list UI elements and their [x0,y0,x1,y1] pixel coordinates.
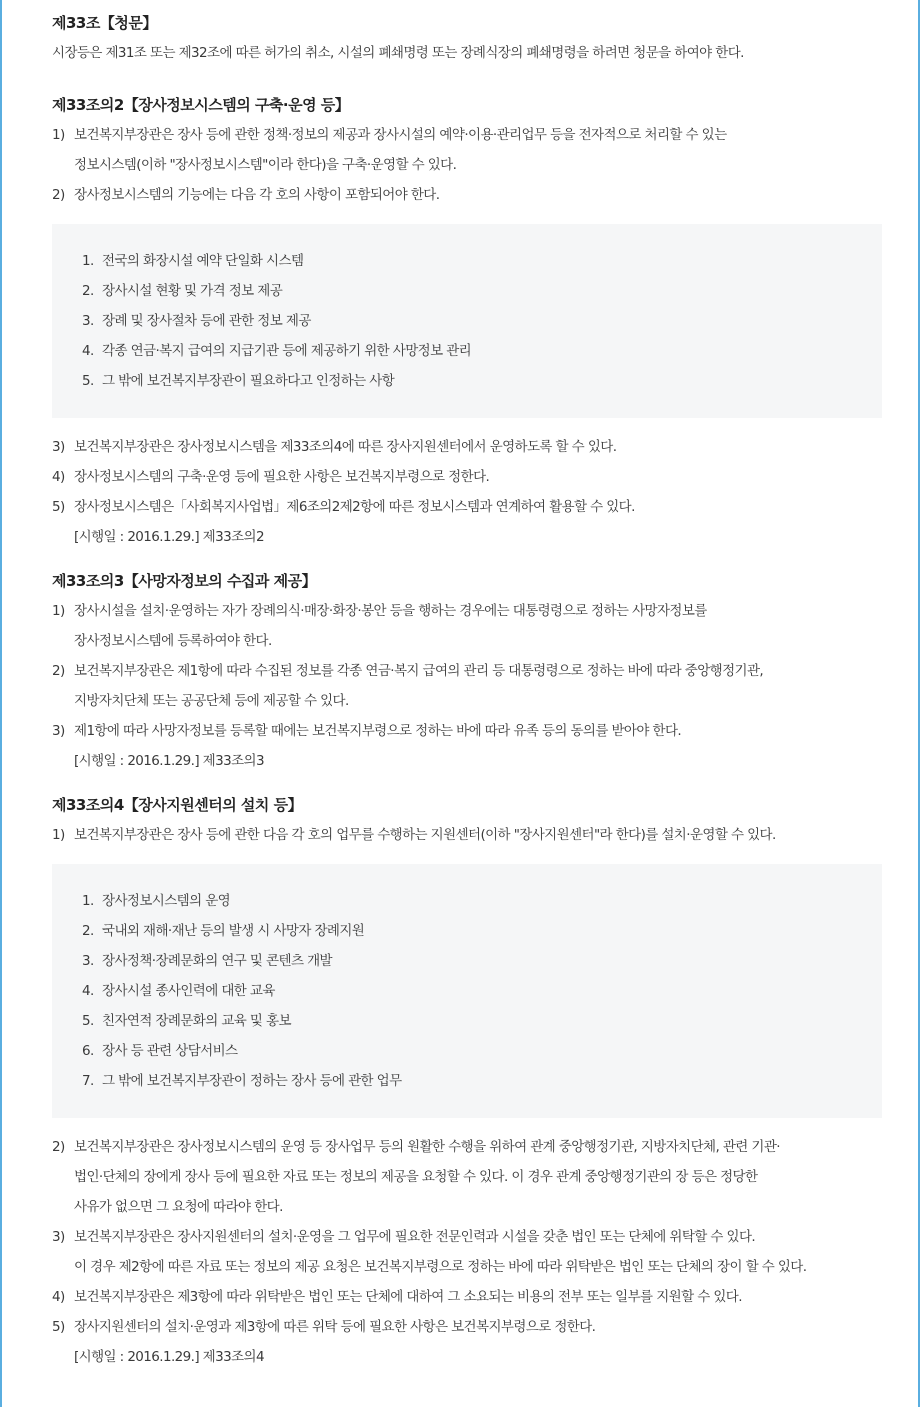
paragraph-2-cont: 법인·단체의 장에게 장사 등에 필요한 자료 또는 정보의 제공을 요청할 수 있다. 이 경우 관계 중앙행정기관의 장 등은 정당한 [74,1169,758,1185]
paragraph-2: 2) 장사정보시스템의 기능에는 다음 각 호의 사항이 포함되어야 한다. [52,187,440,203]
paragraph-2-cont: 지방자치단체 또는 공공단체 등에 제공할 수 있다. [74,693,349,709]
article-text: 시장등은 제31조 또는 제32조에 따른 허가의 취소, 시설의 폐쇄명령 또는 장례식장의 폐쇄명령을 하려면 청문을 하여야 한다. [52,45,744,61]
list-item: 4. 각종 연금·복지 급여의 지급기관 등에 제공하기 위한 사망정보 관리 [82,343,472,359]
list-item: 4. 장사시설 종사인력에 대한 교육 [82,983,275,999]
paragraph-1-cont: 장사정보시스템에 등록하여야 한다. [74,633,272,649]
list-item: 5. 그 밖에 보건복지부장관이 필요하다고 인정하는 사항 [82,373,395,389]
clause-list-box [52,864,882,1118]
paragraph-3-cont: 이 경우 제2항에 따른 자료 또는 정보의 제공 요청은 보건복지부령으로 정하는 바에 따라 위탁받은 법인 또는 단체의 장이 할 수 있다. [74,1259,807,1275]
paragraph-4: 4) 보건복지부장관은 제3항에 따라 위탁받은 법인 또는 단체에 대하여 그 소요되는 비용의 전부 또는 일부를 지원할 수 있다. [52,1289,742,1305]
paragraph-2: 2) 보건복지부장관은 제1항에 따라 수집된 정보를 각종 연금·복지 급여의 관리 등 대통령령으로 정하는 바에 따라 중앙행정기관, [52,663,764,679]
list-item: 2. 국내외 재해·재난 등의 발생 시 사망자 장례지원 [82,923,365,939]
paragraph-1: 1) 보건복지부장관은 장사 등에 관한 정책·정보의 제공과 장사시설의 예약·이용·관리업무 등을 전자적으로 처리할 수 있는 [52,127,727,143]
list-item: 1. 장사정보시스템의 운영 [82,893,231,909]
paragraph-1: 1) 보건복지부장관은 장사 등에 관한 다음 각 호의 업무를 수행하는 지원센터(이하 "장사지원센터"라 한다)를 설치·운영할 수 있다. [52,827,776,843]
paragraph-5: 5) 장사지원센터의 설치·운영과 제3항에 따른 위탁 등에 필요한 사항은 보건복지부령으로 정한다. [52,1319,596,1335]
list-item: 6. 장사 등 관련 상담서비스 [82,1043,238,1059]
law-document [52,0,882,1372]
article-33-3 [52,558,882,776]
paragraph-3: 3) 보건복지부장관은 장사정보시스템을 제33조의4에 따른 장사지원센터에서 운영하도록 할 수 있다. [52,439,617,455]
article-title: 제33조의3【사망자정보의 수집과 제공】 [52,572,317,590]
article-title: 제33조의2【장사정보시스템의 구축·운영 등】 [52,96,350,114]
article-title: 제33조【청문】 [52,14,157,32]
list-item: 1. 전국의 화장시설 예약 단일화 시스템 [82,253,304,269]
list-item: 5. 친자연적 장례문화의 교육 및 홍보 [82,1013,291,1029]
paragraph-3: 3) 보건복지부장관은 장사지원센터의 설치·운영을 그 업무에 필요한 전문인력과 시설을 갖춘 법인 또는 단체에 위탁할 수 있다. [52,1229,756,1245]
effective-date: [시행일 : 2016.1.29.] 제33조의3 [74,753,264,769]
clause-list-box [52,224,882,418]
paragraph-4: 4) 장사정보시스템의 구축·운영 등에 필요한 사항은 보건복지부령으로 정한다. [52,469,490,485]
paragraph-1: 1) 장사시설을 설치·운영하는 자가 장례의식·매장·화장·봉안 등을 행하는 경우에는 대통령령으로 정하는 사망자정보를 [52,603,707,619]
list-item: 3. 장사정책·장례문화의 연구 및 콘텐츠 개발 [82,953,332,969]
paragraph-5: 5) 장사정보시스템은「사회복지사업법」제6조의2제2항에 따른 정보시스템과 연계하여 활용할 수 있다. [52,499,635,515]
article-title: 제33조의4【장사지원센터의 설치 등】 [52,796,303,814]
list-item: 3. 장례 및 장사절차 등에 관한 정보 제공 [82,313,311,329]
paragraph-1-cont: 정보시스템(이하 "장사정보시스템"이라 한다)을 구축·운영할 수 있다. [74,157,457,173]
article-33-4 [52,782,882,1372]
paragraph-3: 3) 제1항에 따라 사망자정보를 등록할 때에는 보건복지부령으로 정하는 바에 따라 유족 등의 동의를 받아야 한다. [52,723,682,739]
list-item: 2. 장사시설 현황 및 가격 정보 제공 [82,283,283,299]
effective-date: [시행일 : 2016.1.29.] 제33조의2 [74,529,264,545]
article-33 [52,0,882,68]
paragraph-2-cont: 사유가 없으면 그 요청에 따라야 한다. [74,1199,283,1215]
article-33-2 [52,82,882,552]
list-item: 7. 그 밖에 보건복지부장관이 정하는 장사 등에 관한 업무 [82,1073,402,1089]
paragraph-2: 2) 보건복지부장관은 장사정보시스템의 운영 등 장사업무 등의 원활한 수행을 위하여 관계 중앙행정기관, 지방자치단체, 관련 기관· [52,1139,780,1155]
effective-date: [시행일 : 2016.1.29.] 제33조의4 [74,1349,264,1365]
